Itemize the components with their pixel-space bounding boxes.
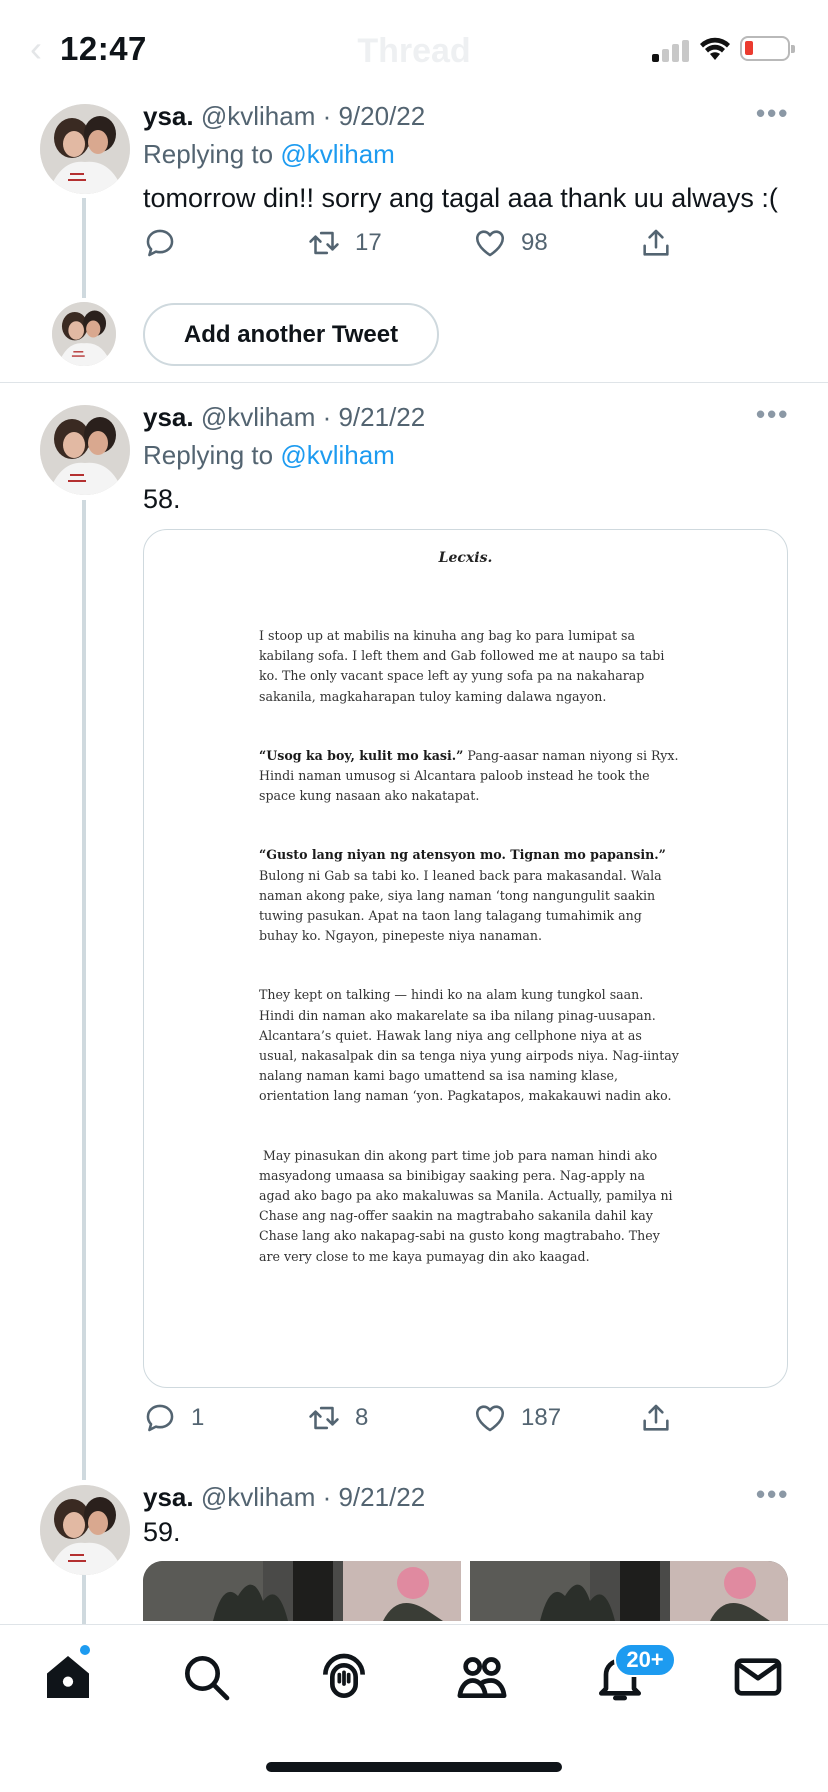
status-bar [0,0,828,96]
tab-messages[interactable] [730,1649,786,1705]
avatar[interactable] [40,104,130,194]
attached-photo[interactable] [143,1561,461,1621]
retweet-button[interactable] [307,1401,368,1435]
tweet-actions [143,226,683,262]
share-button[interactable] [639,1401,673,1435]
divider [0,382,828,383]
reply-mention-link[interactable]: @kvliham [280,440,395,470]
more-options-icon[interactable]: ••• [756,98,790,128]
home-indicator[interactable] [266,1762,562,1772]
reply-count: 1 [191,1404,205,1431]
cellular-signal-icon [652,40,692,62]
retweet-button[interactable] [307,226,382,260]
battery-icon [740,36,790,61]
reply-button[interactable] [143,226,191,260]
like-count: 187 [521,1404,562,1431]
back-arrow-icon[interactable]: ‹ [30,28,42,69]
reply-mention-link[interactable]: @kvliham [280,139,395,169]
tweet-header [143,402,425,433]
avatar[interactable] [40,405,130,495]
share-button[interactable] [639,226,673,260]
handle-date: @kvliham · 9/21/22 [200,402,426,432]
retweet-icon [307,226,341,260]
share-icon [639,1401,673,1435]
attached-image[interactable] [143,529,788,1388]
page-paragraph: “Usog ka boy, kulit mo kasi.” Pang-aasar naman niyong si Ryx. Hindi naman umusog si Alcantara paloob instead he took the space kung nasaan ako nakatapat. [259,747,679,804]
wifi-icon [698,34,732,62]
retweet-count: 8 [355,1404,369,1431]
nav-title: Thread [357,32,471,70]
home-unread-dot [80,1645,90,1655]
tweet-text: 58. [143,484,181,514]
search-icon [178,1649,234,1705]
status-time: 12:47 [60,30,147,67]
like-button[interactable] [473,226,548,260]
page-paragraph: They kept on talking — hindi ko na alam kung tungkol saan. Hindi din naman ako makarelate sa iba nilang pinag-uusapan. Alcantara’s quiet. Hawak lang niya ang cellphone niya at as usual, nakasalpak din sa tenga niya yung airpods niya. Nag-iintay nalang naman kami bago umattend sa isa naming klase, orientation lang naman ‘yon. Pagkatapos, makakauwi nadin ako. [259,987,679,1104]
like-count: 98 [521,229,548,256]
tab-spaces[interactable] [316,1649,372,1705]
share-icon [639,226,673,260]
tab-search[interactable] [178,1649,234,1705]
more-options-icon[interactable]: ••• [756,1479,790,1509]
handle-date: @kvliham · 9/20/22 [200,101,426,131]
tweet-text: 59. [143,1517,181,1547]
handle-date: @kvliham · 9/21/22 [200,1482,426,1512]
replying-to [143,440,395,471]
reply-button[interactable] [143,1401,204,1435]
add-another-tweet-button[interactable]: Add another Tweet [143,303,439,366]
tweet-header [143,101,425,132]
display-name[interactable]: ysa. [143,101,194,131]
notifications-badge: 20+ [614,1643,676,1677]
tweet-header [143,1482,425,1513]
reply-prefix: Replying to [143,139,274,169]
display-name[interactable]: ysa. [143,1482,194,1512]
reply-icon [143,226,177,260]
tweet-text: tomorrow din!! sorry ang tagal aaa thank uu always :( [143,183,778,213]
replying-to [143,139,395,170]
tab-communities[interactable] [454,1649,510,1705]
reply-icon [143,1401,177,1435]
spaces-icon [316,1649,372,1705]
retweet-count: 17 [355,229,382,256]
thread-line [82,1574,86,1624]
attached-photo[interactable] [470,1561,788,1621]
avatar [52,302,116,366]
home-icon [40,1649,96,1705]
page-paragraph: May pinasukan din akong part time job para naman hindi ako masyadong umaasa sa binibigay saaking pera. Nag-apply na agad ako bago pa ako makaluwas sa Manila. Actually, pamilya ni Chase ang nag-offer saakin na magtrabaho sakanila dahil kay Chase lang ako nakapag-sabi na gusto kong magtrabaho. They are very close to me kaya pumayag din ako kaagad. [259,1147,677,1264]
heart-icon [473,226,507,260]
like-button[interactable] [473,1401,561,1435]
page-body [259,626,679,1306]
communities-icon [454,1649,510,1705]
reply-prefix: Replying to [143,440,274,470]
display-name[interactable]: ysa. [143,402,194,432]
thread-line [82,198,86,298]
retweet-icon [307,1401,341,1435]
tweet-actions [143,1401,683,1437]
thread-line [82,500,86,1480]
tab-home[interactable] [40,1649,96,1705]
messages-icon [730,1649,786,1705]
more-options-icon[interactable]: ••• [756,399,790,429]
page-header: Lecxis. [438,550,493,566]
page-paragraph: “Gusto lang niyan ng atensyon mo. Tignan mo papansin.” Bulong ni Gab sa tabi ko. I leaned back para makasandal. Wala naman akong pake, siya lang naman ‘tong nangungulit saakin tuwing pasukan. Apat na taon lang talagang tumahimik ang buhay ko. Ngayon, pinepeste niya nanaman. [259,847,666,944]
heart-icon [473,1401,507,1435]
avatar[interactable] [40,1485,130,1575]
page-paragraph: I stoop up at mabilis na kinuha ang bag ko para lumipat sa kabilang sofa. I left them and Gab followed me at naupo sa tabi ko. The only vacant space left ay yung sofa pa na nakaharap sakanila, magkaharapan tuloy kaming dalawa ngayon. [259,628,665,704]
